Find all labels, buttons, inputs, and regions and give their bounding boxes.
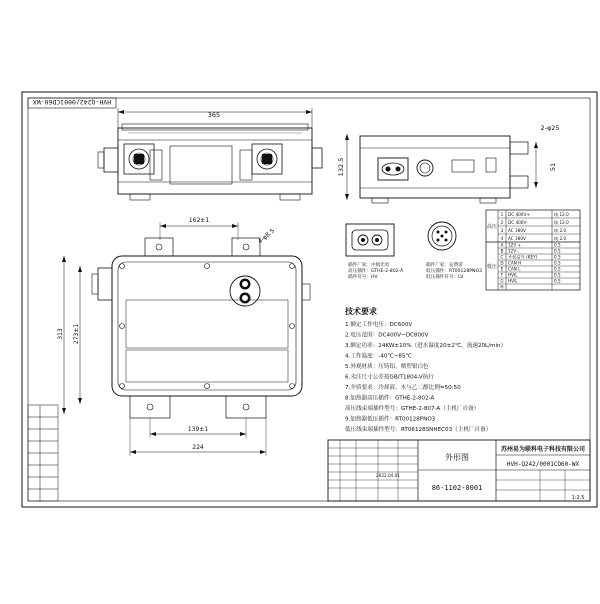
hv-connector (346, 224, 394, 256)
dim-plan-top: 162±1 (188, 217, 210, 224)
pin-lv-title: 低压 (486, 264, 498, 270)
lv-caption-1: 插件厂家：安费诺 (426, 263, 463, 268)
pin-hv-cell: 线 12.0 (554, 219, 569, 225)
pin-lv-cell: 开机信号 (KEY) (508, 254, 538, 260)
tech-item: 低压线束端插件型号：RT06128SNHEC03（主机厂自备） (345, 427, 492, 433)
connector-details (346, 222, 482, 280)
pin-hv-cell: 2 (500, 219, 504, 225)
pin-hv-cell: 线 12.0 (554, 211, 569, 217)
tech-item: 1.额定工作电压：DC600V (345, 322, 413, 328)
pin-lv-cell: CAN L (508, 266, 521, 272)
tech-item: 4.工作温度：-40℃~85℃ (345, 353, 412, 360)
dim-width-top: 365 (207, 111, 221, 119)
left-margin-block (28, 405, 58, 501)
pin-lv-cell: 12V + (508, 242, 522, 248)
pin-hv-cell: DC 400V+ (508, 211, 530, 217)
tech-item: 2.电压范围：DC400V~DC800V (345, 332, 429, 339)
pin-lv-cell: HVIL (508, 272, 518, 278)
pin-lv-cell: 0.5 (554, 266, 561, 272)
pin-lv-cell: 0.5 (554, 278, 561, 284)
pin-lv-cell: E (500, 266, 504, 272)
pin-hv-cell: 线 2.0 (554, 235, 567, 241)
dim-side-small: 51 (549, 162, 557, 172)
pin-lv-cell: CAN H (508, 260, 522, 266)
tech-items (345, 320, 506, 433)
dim-side-top: 2-φ25 (540, 124, 560, 132)
pin-lv-cell: 0.5 (554, 272, 561, 278)
tech-item: 5.外观材质：压铸铝，喷塑银白色 (345, 364, 429, 370)
dim-plan-bottom-inner: 139±1 (187, 426, 209, 433)
drawing-number: 86-1102-0001 (431, 484, 483, 492)
pin-lv-cell: G (500, 278, 504, 284)
pin-table (486, 210, 580, 290)
lv-caption-2: 低压插件：RT00128PNO3 (426, 269, 482, 274)
pin-hv-title: 高压 (486, 224, 498, 230)
dim-plan-left: 313 (57, 328, 64, 340)
pin-hv-cell: 线 2.0 (554, 227, 567, 233)
scale: 1:2.5 (571, 495, 585, 501)
dim-plan-diag: 4-φ8.5 (256, 227, 277, 246)
tech-item: 3.额定功率：24KW±10%（进水温度20±2℃，流速20L/min） (345, 343, 507, 349)
pin-lv-cell: C (500, 254, 504, 260)
tech-item: 7.介质要求：冷却液，水与乙二醇比例=50:50 (345, 385, 461, 391)
pin-hv-cell: 4 (500, 235, 504, 241)
view-name: 外形图 (445, 453, 469, 462)
dim-plan-left-inner: 273±1 (73, 323, 80, 345)
front-view (98, 108, 322, 200)
pin-hv-cell: 1 (500, 211, 504, 217)
tech-item: 8.加热器高压插件：GTHE-2-802-A (345, 395, 435, 402)
pin-lv-cell: 0.5 (554, 248, 561, 254)
plan-view (57, 217, 310, 456)
rotated-code: HVH-Q242/0001CD60-WX (32, 98, 112, 106)
pin-hv-cell: AC 380V (508, 235, 526, 241)
tech-item: 高压线束端插件型号：GTHE-2-807-A（主机厂自备） (345, 406, 480, 412)
dim-plan-bottom: 224 (192, 444, 204, 451)
pin-lv-cell: F (500, 272, 504, 278)
lv-caption-3: 低压插件符号：LV (426, 275, 464, 280)
hv-caption-1: 插件厂家：中航光电 (348, 263, 390, 268)
tech-item: 9.加热器低压插件：RT00128PNO3 (345, 416, 436, 423)
pin-lv-cell: H (500, 284, 504, 290)
title-block (328, 440, 590, 501)
pin-hv-cell: AC 380V (508, 227, 526, 233)
company-name: 苏州易为联科电子科技有限公司 (500, 446, 586, 453)
dim-height-side: 132.5 (337, 157, 345, 177)
pin-lv-cell: A (500, 242, 504, 248)
tech-item: 6.未注尺寸公差按GB/T1804-V执行 (345, 374, 434, 381)
pin-hv-cell: 3 (500, 227, 504, 233)
drawing-date: 2022.04.01 (376, 473, 400, 478)
pin-lv-cell: 12V - (508, 248, 520, 254)
pin-lv-cell: 0.5 (554, 260, 561, 266)
pin-hv-cell: DC 400V- (508, 219, 528, 225)
pin-lv-cell: 0.5 (554, 242, 561, 248)
pin-lv-cell: D (500, 260, 504, 266)
part-number: HVH-Q242/0001CD60-WX (506, 461, 580, 468)
pin-lv-cell: 0.5 (554, 254, 561, 260)
tech-title: 技术要求 (345, 307, 377, 316)
pin-lv-cell: B (500, 248, 504, 254)
hv-caption-3: 插件符号：HV (348, 275, 378, 280)
side-view (337, 124, 560, 203)
hv-caption-2: 高压插件：GTHE-2-802-A (348, 269, 404, 274)
pin-lv-cell: HVIL (508, 278, 518, 284)
